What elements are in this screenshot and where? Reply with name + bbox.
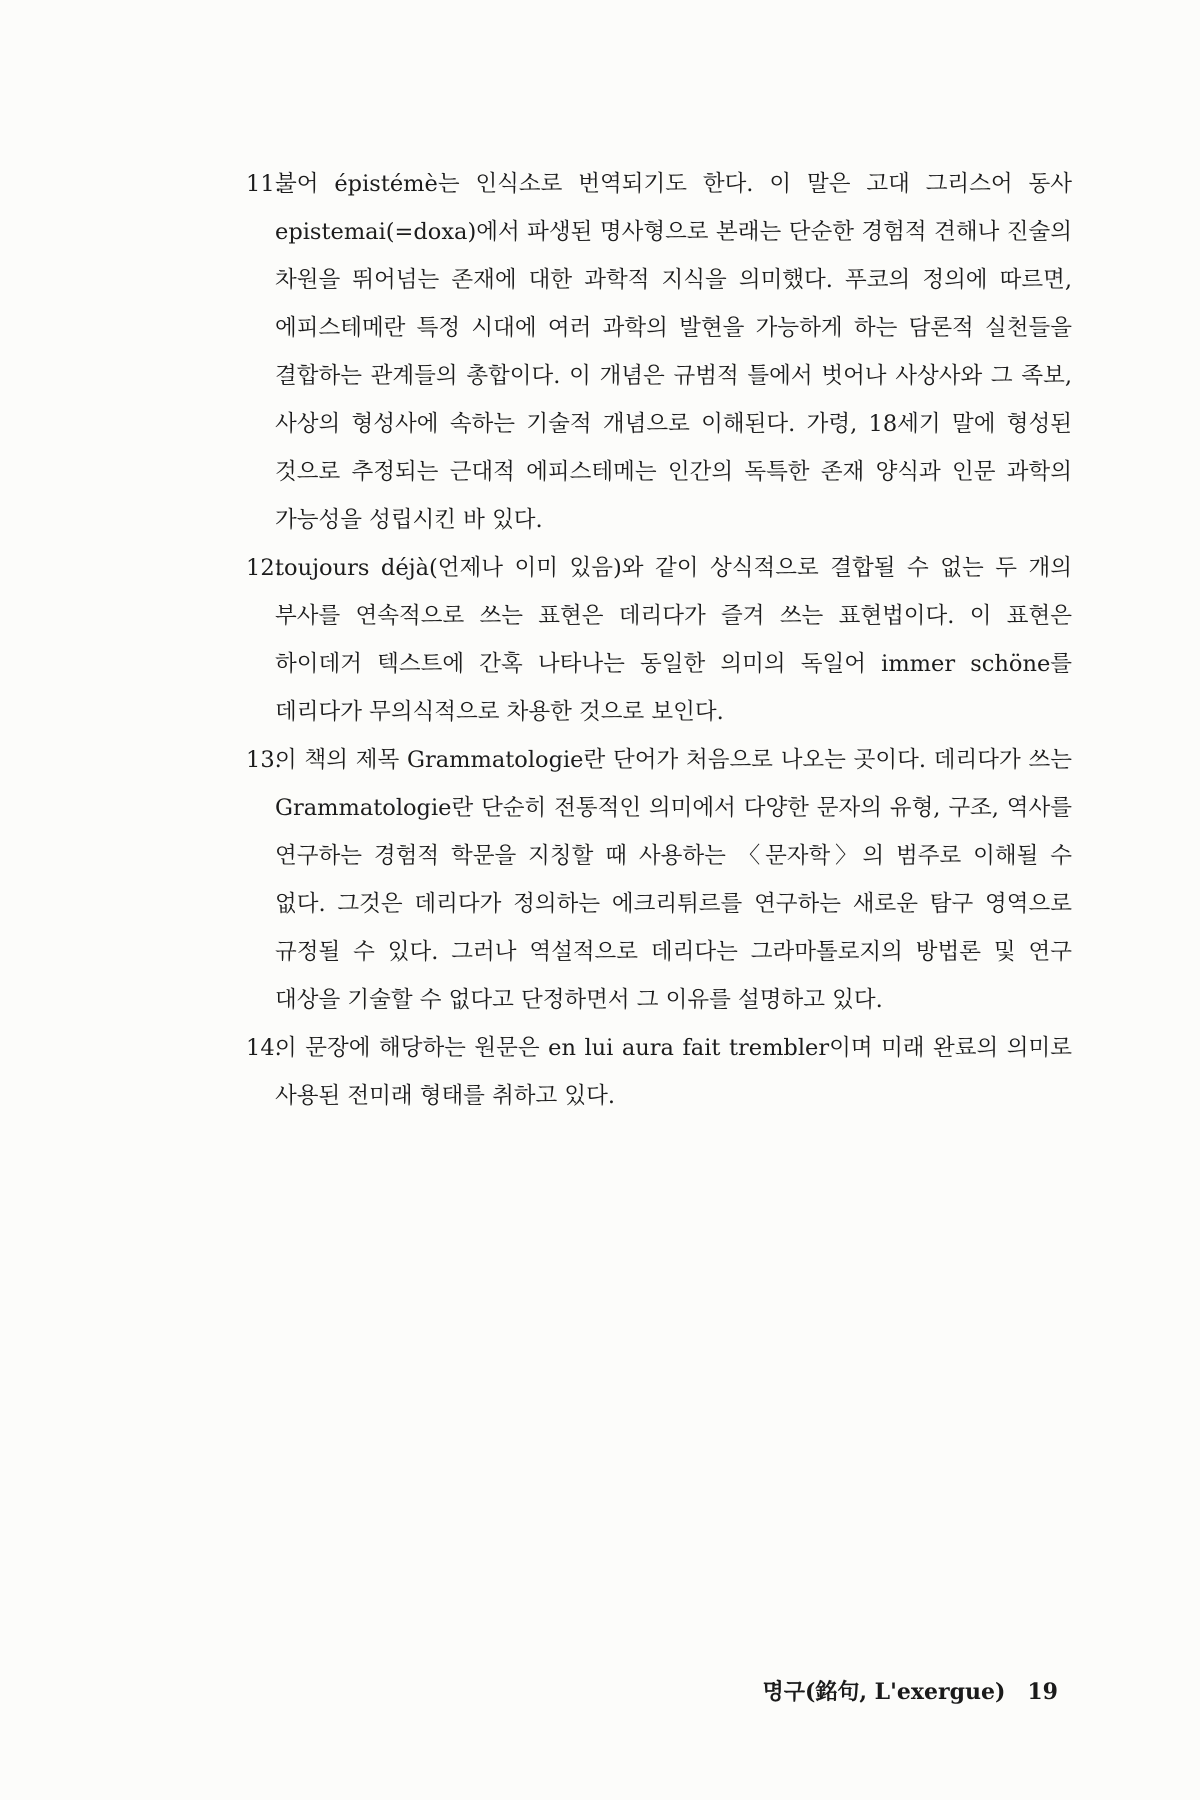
endnote-14 [246,1024,1072,1120]
endnote-number: 11. [246,171,282,197]
running-title: 명구(銘句, L'exergue) [762,1679,1006,1705]
endnotes-list [246,160,1072,1120]
endnote-12 [246,544,1072,736]
endnote-number: 14. [246,1035,282,1061]
page-footer [762,1675,1058,1706]
endnote-13 [246,736,1072,1024]
page-number: 19 [1027,1679,1058,1705]
endnote-text: 불어 épistémè는 인식소로 번역되기도 한다. 이 말은 고대 그리스어 동사 epistemai(=doxa)에서 파생된 명사형으로 본래는 단순한 경험적 견해나 진술의 차원을 뛰어넘는 존재에 대한 과학적 지식을 의미했다. 푸코의 정의에 따르면, 에피스테메란 특정 시대에 여러 과학의 발현을 가능하게 하는 담론적 실천들을 결합하는 관계들의 총합이다. 이 개념은 규범적 틀에서 벗어나 사상사와 그 족보, 사상의 형성사에 속하는 기술적 개념으로 이해된다. 가령, 18세기 말에 형성된 것으로 추정되는 근대적 에피스테메는 인간의 독특한 존재 양식과 인문 과학의 가능성을 성립시킨 바 있다. [275,171,1072,533]
endnote-11 [246,160,1072,544]
endnote-text: 이 문장에 해당하는 원문은 en lui aura fait trembler이며 미래 완료의 의미로 사용된 전미래 형태를 취하고 있다. [275,1035,1072,1109]
endnote-text: toujours déjà(언제나 이미 있음)와 같이 상식적으로 결합될 수 없는 두 개의 부사를 연속적으로 쓰는 표현은 데리다가 즐겨 쓰는 표현법이다. 이 표현은 하이데거 텍스트에 간혹 나타나는 동일한 의미의 독일어 immer schöne를 데리다가 무의식적으로 차용한 것으로 보인다. [275,555,1072,725]
endnote-number: 13. [246,747,282,773]
endnote-text: 이 책의 제목 Grammatologie란 단어가 처음으로 나오는 곳이다. 데리다가 쓰는 Grammatologie란 단순히 전통적인 의미에서 다양한 문자의 유형, 구조, 역사를 연구하는 경험적 학문을 지칭할 때 사용하는 〈문자학〉의 범주로 이해될 수 없다. 그것은 데리다가 정의하는 에크리튀르를 연구하는 새로운 탐구 영역으로 규정될 수 있다. 그러나 역설적으로 데리다는 그라마톨로지의 방법론 및 연구 대상을 기술할 수 없다고 단정하면서 그 이유를 설명하고 있다. [275,747,1072,1013]
endnote-number: 12. [246,555,282,581]
